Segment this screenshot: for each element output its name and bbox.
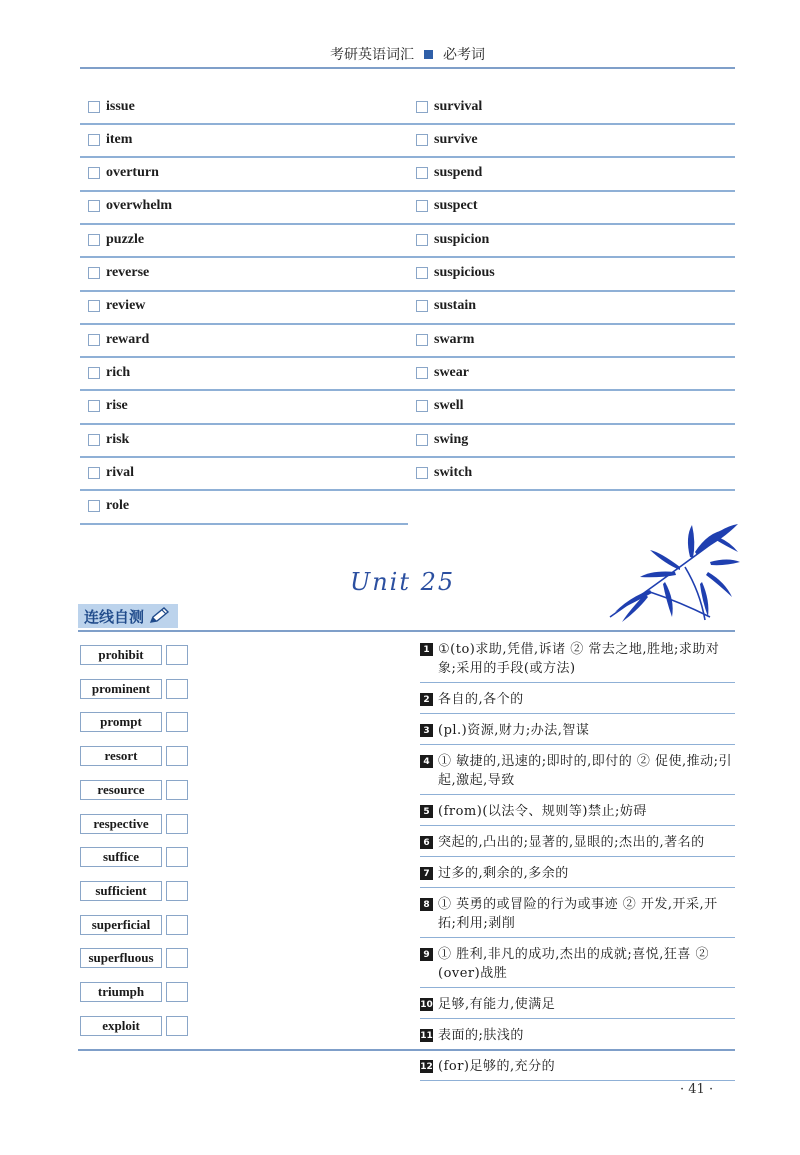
word-text: suspicion — [434, 231, 490, 247]
definition-text: 各自的,各个的 — [438, 692, 524, 707]
word-text: issue — [106, 98, 135, 114]
word-text: swell — [434, 398, 464, 414]
word-text: suspect — [434, 198, 478, 214]
answer-box[interactable] — [166, 915, 188, 935]
answer-box[interactable] — [166, 746, 188, 766]
match-word: prominent — [80, 679, 162, 699]
word-checkbox[interactable] — [416, 334, 428, 346]
word-text: swing — [434, 431, 469, 447]
word-row — [408, 157, 735, 192]
word-row — [80, 223, 408, 258]
definition-item — [420, 690, 735, 714]
answer-box[interactable] — [166, 982, 188, 1002]
word-row — [80, 257, 408, 292]
word-row — [80, 190, 408, 225]
definition-number: 6 — [420, 836, 433, 849]
definition-text: 表面的;肤浅的 — [438, 1028, 524, 1043]
word-text: puzzle — [106, 231, 145, 247]
answer-box[interactable] — [166, 712, 188, 732]
match-word: respective — [80, 814, 162, 834]
match-word: resource — [80, 780, 162, 800]
word-row — [80, 390, 408, 425]
word-row — [80, 157, 408, 192]
word-row — [80, 490, 408, 525]
definition-number: 12 — [420, 1061, 433, 1072]
section-label-text: 连线自测 — [84, 607, 145, 626]
answer-box[interactable] — [166, 814, 188, 834]
word-row — [408, 290, 735, 325]
word-text: reward — [106, 331, 150, 347]
word-checkbox[interactable] — [88, 400, 100, 412]
word-checkbox[interactable] — [416, 167, 428, 179]
section-label — [78, 604, 178, 628]
word-checkbox[interactable] — [88, 200, 100, 212]
word-text: sustain — [434, 298, 477, 314]
bottom-rule — [78, 1049, 735, 1051]
answer-box[interactable] — [166, 948, 188, 968]
definition-item — [420, 833, 735, 857]
definition-number: 9 — [420, 948, 433, 961]
section-rule — [78, 630, 735, 632]
word-row — [408, 423, 735, 458]
definition-item — [420, 721, 735, 745]
definition-item — [420, 895, 735, 938]
definition-number: 4 — [420, 755, 433, 768]
word-checkbox[interactable] — [88, 434, 100, 446]
pencil-icon — [148, 607, 170, 625]
square-bullet-icon — [424, 50, 433, 59]
word-checkbox[interactable] — [88, 101, 100, 113]
match-word: superfluous — [80, 948, 162, 968]
word-checkbox[interactable] — [88, 134, 100, 146]
definition-text: 足够,有能力,使满足 — [438, 997, 556, 1012]
word-text: suspend — [434, 165, 483, 181]
word-text: swarm — [434, 331, 475, 347]
definition-text: ① 英勇的或冒险的行为或事迹 ② 开发,开采,开拓;利用;剥削 — [438, 897, 718, 931]
word-checkbox[interactable] — [416, 267, 428, 279]
definition-text: (for)足够的,充分的 — [438, 1059, 556, 1074]
word-text: rise — [106, 398, 128, 414]
section-title: 必考词 — [443, 47, 485, 63]
page-number: · 41 · — [680, 1082, 714, 1097]
answer-box[interactable] — [166, 645, 188, 665]
word-text: survive — [434, 131, 478, 147]
word-text: risk — [106, 431, 130, 447]
running-header — [80, 40, 735, 68]
word-text: review — [106, 298, 146, 314]
word-checkbox[interactable] — [416, 300, 428, 312]
word-row — [80, 423, 408, 458]
word-checkbox[interactable] — [88, 234, 100, 246]
definition-item — [420, 995, 735, 1019]
definition-number: 8 — [420, 898, 433, 911]
definition-item — [420, 864, 735, 888]
definition-number: 1 — [420, 643, 433, 656]
word-row — [80, 456, 408, 491]
definition-item — [420, 1057, 735, 1081]
answer-box[interactable] — [166, 847, 188, 867]
unit-title: Unit 25 — [350, 568, 456, 596]
word-row — [408, 356, 735, 391]
definition-item — [420, 945, 735, 988]
book-title: 考研英语词汇 — [330, 47, 414, 63]
definition-number: 2 — [420, 693, 433, 706]
answer-box[interactable] — [166, 780, 188, 800]
match-word: prohibit — [80, 645, 162, 665]
word-checkbox[interactable] — [88, 467, 100, 479]
word-checkbox[interactable] — [416, 200, 428, 212]
word-checkbox[interactable] — [416, 101, 428, 113]
word-checkbox[interactable] — [416, 467, 428, 479]
definition-text: 突起的,凸出的;显著的,显眼的;杰出的,著名的 — [438, 835, 705, 850]
definition-number: 5 — [420, 805, 433, 818]
word-row — [408, 323, 735, 358]
word-row — [408, 123, 735, 158]
word-checkbox[interactable] — [88, 167, 100, 179]
word-row — [80, 290, 408, 325]
word-checkbox[interactable] — [416, 134, 428, 146]
word-checkbox[interactable] — [416, 234, 428, 246]
definition-number: 11 — [420, 1030, 433, 1041]
match-word: resort — [80, 746, 162, 766]
definition-item — [420, 752, 735, 795]
word-text: overturn — [106, 165, 159, 181]
word-checkbox[interactable] — [416, 400, 428, 412]
word-text: overwhelm — [106, 198, 173, 214]
definition-item — [420, 802, 735, 826]
word-row — [80, 323, 408, 358]
answer-box[interactable] — [166, 679, 188, 699]
match-word: prompt — [80, 712, 162, 732]
definition-item — [420, 1026, 735, 1050]
definition-text: (from)(以法令、规则等)禁止;妨碍 — [438, 804, 647, 819]
bamboo-illustration — [590, 522, 740, 622]
word-row — [408, 190, 735, 225]
match-word: triumph — [80, 982, 162, 1002]
word-checkbox[interactable] — [416, 367, 428, 379]
word-text: reverse — [106, 265, 150, 280]
word-checkbox[interactable] — [88, 334, 100, 346]
word-row — [408, 390, 735, 425]
word-text: item — [106, 131, 133, 147]
word-text: role — [106, 498, 130, 514]
definition-text: ① 敏捷的,迅速的;即时的,即付的 ② 促使,推动;引起,激起,导致 — [438, 754, 733, 788]
word-row — [408, 257, 735, 292]
definition-number: 10 — [420, 999, 433, 1010]
definition-number: 3 — [420, 724, 433, 737]
definition-text: ① 胜利,非凡的成功,杰出的成就;喜悦,狂喜 ② (over)战胜 — [438, 947, 710, 981]
word-text: suspicious — [434, 265, 495, 280]
match-word: superficial — [80, 915, 162, 935]
definition-number: 7 — [420, 867, 433, 880]
word-checkbox[interactable] — [88, 267, 100, 279]
definition-text: (pl.)资源,财力;办法,智谋 — [438, 723, 590, 738]
word-row — [80, 123, 408, 158]
header-rule — [80, 67, 735, 69]
word-checkbox[interactable] — [88, 500, 100, 512]
definition-text: 过多的,剩余的,多余的 — [438, 866, 569, 881]
match-word: suffice — [80, 847, 162, 867]
word-text: rich — [106, 364, 131, 380]
word-row — [408, 223, 735, 258]
word-row — [408, 90, 735, 125]
match-word: sufficient — [80, 881, 162, 901]
word-checkbox[interactable] — [416, 434, 428, 446]
match-word: exploit — [80, 1016, 162, 1036]
word-text: rival — [106, 464, 134, 480]
word-row — [80, 90, 408, 125]
definition-item — [420, 640, 735, 683]
word-text: switch — [434, 464, 473, 480]
word-checkbox[interactable] — [88, 367, 100, 379]
word-row — [80, 356, 408, 391]
answer-box[interactable] — [166, 881, 188, 901]
answer-box[interactable] — [166, 1016, 188, 1036]
definition-text: ①(to)求助,凭借,诉诸 ② 常去之地,胜地;求助对象;采用的手段(或方法) — [438, 642, 720, 676]
word-row — [408, 456, 735, 491]
word-text: survival — [434, 98, 483, 114]
word-text: swear — [434, 364, 469, 380]
word-checkbox[interactable] — [88, 300, 100, 312]
